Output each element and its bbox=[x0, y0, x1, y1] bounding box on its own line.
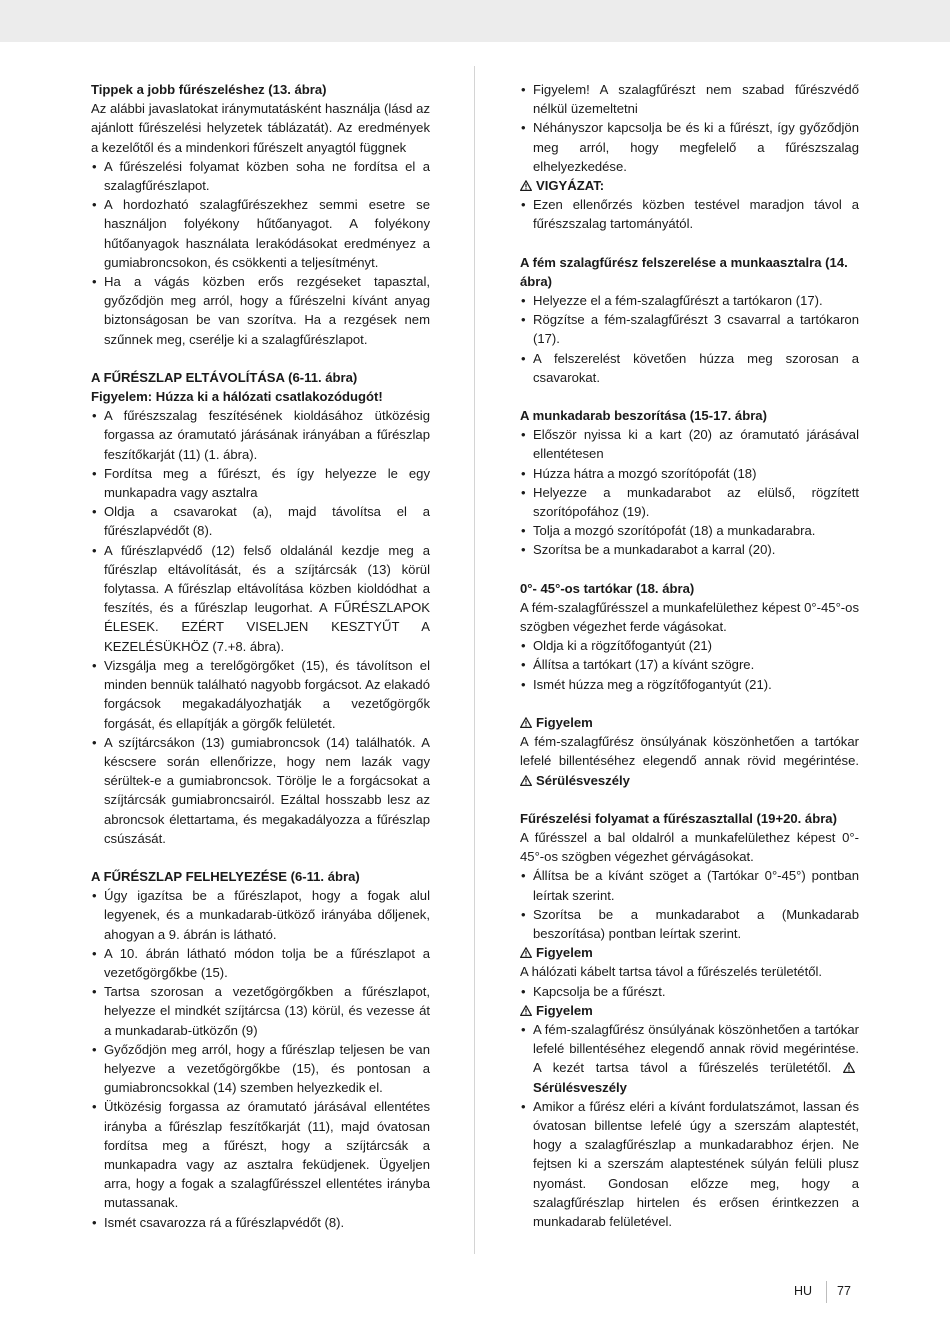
list-item: • Úgy igazítsa be a fűrészlapot, hogy a fogak alul legyenek, és a munkadarab-ütköző irányába dőljenek, ahogyan a 9. ábrán is látható. bbox=[91, 886, 430, 944]
list-item: • Helyezze a munkadarabot az elülső, rögzített szorítópofához (19). bbox=[520, 483, 859, 521]
list-item-text: A fém-szalagfűrész önsúlyának köszönhetően a tartókar lefelé billentéséhez elegendő annak rövid megérintése. A kezét tartsa távol a fűrészelés területétől. bbox=[533, 1021, 859, 1076]
list-item: • Ismét csavarozza rá a fűrészlapvédőt (8). bbox=[91, 1213, 430, 1232]
warning-triangle-icon bbox=[520, 717, 532, 728]
list-item: • Rögzítse a fém-szalagfűrészt 3 csavarral a tartókaron (17). bbox=[520, 310, 859, 348]
warning-label: Figyelem bbox=[536, 1002, 593, 1018]
injury-warning-label: Sérülésveszély bbox=[533, 1079, 627, 1095]
list-item: • Állítsa be a kívánt szöget a (Tartókar 0°-45°) pontban leírtak szerint. bbox=[520, 866, 859, 904]
section-support-arm bbox=[520, 579, 859, 694]
section-tips bbox=[91, 80, 430, 349]
language-code: HU bbox=[794, 1284, 813, 1298]
injury-warning bbox=[520, 773, 630, 788]
section-paragraph: A hálózati kábelt tartsa távol a fűrészelés területétől. bbox=[520, 964, 823, 980]
bullet-list bbox=[520, 866, 859, 943]
section-blade-installation bbox=[91, 867, 430, 1232]
bullet-list bbox=[91, 157, 430, 349]
warning-label: Figyelem bbox=[536, 714, 593, 730]
list-item: • Fordítsa meg a fűrészt, és így helyezze le egy munkapadra vagy asztalra bbox=[91, 464, 430, 502]
list-item: • Szorítsa be a munkadarabot a (Munkadarab beszorítása) pontban leírtak szerint. bbox=[520, 905, 859, 943]
section-clamping bbox=[520, 406, 859, 560]
warning-label: Figyelem bbox=[536, 945, 593, 961]
warning-triangle-icon bbox=[520, 775, 532, 786]
page-number: 77 bbox=[837, 1284, 851, 1298]
section-paragraph: A fűrésszel a bal oldalról a munkafelülethez képest 0°- 45°-os szögben végezhet gérvágásokat. bbox=[520, 829, 859, 865]
list-item: • Tolja a mozgó szorítópofát (18) a munkadarabra. bbox=[520, 521, 859, 540]
list-item: • A fűrészszalag feszítésének kioldásához ütközésig forgassa az óramutató járásának irányában a fűrészlap feszítőkarját (11) (1. ábra). bbox=[91, 406, 430, 464]
warning-triangle-icon bbox=[843, 1062, 855, 1073]
list-item: • Figyelem! A szalagfűrészt nem szabad fűrészvédő nélkül üzemeltetni bbox=[520, 80, 859, 118]
list-item: • Ezen ellenőrzés közben testével maradjon távol a fűrészszalag tartományától. bbox=[520, 195, 859, 233]
warning-heading bbox=[520, 1001, 859, 1020]
list-item bbox=[520, 1020, 859, 1097]
list-item: • Oldja a csavarokat (a), majd távolítsa el a fűrészlapvédőt (8). bbox=[91, 502, 430, 540]
section-subheading: Figyelem: Húzza ki a hálózati csatlakozódugót! bbox=[91, 389, 383, 405]
top-gray-bar bbox=[0, 0, 950, 42]
list-item: • Először nyissa ki a kart (20) az óramutató járásával ellentétesen bbox=[520, 425, 859, 463]
list-item: • Húzza hátra a mozgó szorítópofát (18) bbox=[520, 464, 859, 483]
section-blade-removal bbox=[91, 368, 430, 848]
section-paragraph bbox=[520, 732, 859, 790]
section-guard-check bbox=[520, 80, 859, 234]
list-item: • Néhányszor kapcsolja be és ki a fűrészt, így győződjön meg arról, hogy megfelelő a fűrészszalag elhelyezkedése. bbox=[520, 118, 859, 176]
list-item: • Ha a vágás közben erős rezgéseket tapasztal, győződjön meg arról, hogy a fűrészelni kívánt anyag biztonságosan be van szorítva. Ha a rezgések nem szűnnek meg, cserélje ki a szalagfűrészlapot. bbox=[91, 272, 430, 349]
left-column bbox=[91, 80, 430, 1232]
list-item: • Amikor a fűrész eléri a kívánt fordulatszámot, lassan és óvatosan billentse lefelé úgy a szerszám alaptestét, hogy a szalagfűrészlap a munkadarabhoz érjen. Ne fejtsen ki a szerszám alaptestének súlyán felüli plusz nyomást. Gondosan előzze meg, hogy a szalagfűrészlap hirtelen és erősen érintkezzen a munkadarab felületével. bbox=[520, 1097, 859, 1231]
paragraph-text: A fém-szalagfűrész önsúlyának köszönhetően a tartókar lefelé billentéséhez elegendő annak rövid megérintése. bbox=[520, 734, 859, 769]
bullet-list bbox=[520, 982, 859, 1001]
section-sawing-process bbox=[520, 809, 859, 1231]
section-paragraph: A fém-szalagfűrésszel a munkafelülethez képest 0°-45°-os szögben végezhet ferde vágásokat. bbox=[520, 599, 859, 635]
bullet-list bbox=[520, 80, 859, 176]
list-item: • A felszerelést követően húzza meg szorosan a csavarokat. bbox=[520, 349, 859, 387]
list-item: • A fűrészlapvédő (12) felső oldalánál kezdje meg a fűrészlap eltávolítását, és a szíjtárcsák (13) körül folytassa. A fűrészlap eltávolítása közben kioldódhat a feszítés, és a fűrészlap leugorhat. A FŰRÉSZLAPOK ÉLESEK. EZÉRT VISELJEN KESZTYŰT A KEZELÉSÜKHÖZ (7.+8. ábra). bbox=[91, 541, 430, 656]
list-item: • A fűrészelési folyamat közben soha ne fordítsa el a szalagfűrészlapot. bbox=[91, 157, 430, 195]
bullet-list bbox=[91, 886, 430, 1232]
bullet-list bbox=[520, 291, 859, 387]
section-heading: Fűrészelési folyamat a fűrészasztallal (19+20. ábra) bbox=[520, 810, 837, 826]
right-column bbox=[520, 80, 859, 1231]
warning-label: VIGYÁZAT: bbox=[536, 178, 605, 194]
list-item: • Állítsa a tartókart (17) a kívánt szögre. bbox=[520, 655, 859, 674]
bullet-list bbox=[520, 1020, 859, 1231]
list-item: • Helyezze el a fém-szalagfűrészt a tartókaron (17). bbox=[520, 291, 859, 310]
column-divider bbox=[474, 66, 475, 1254]
bullet-list bbox=[520, 195, 859, 233]
section-attention bbox=[520, 713, 859, 790]
list-item: • Oldja ki a rögzítőfogantyút (21) bbox=[520, 636, 859, 655]
footer-divider bbox=[826, 1281, 827, 1303]
list-item: • Ütközésig forgassa az óramutató járásával ellentétes irányba a fűrészlap feszítőkarját (11), majd óvatosan fordítsa meg a fűrészt, hogy a szíjtárcsák a munkapadra vagy az asztalra feküdjenek. Ügyeljen arra, hogy a fogak a szalagfűrésszel ellentétes irányba mutassanak. bbox=[91, 1097, 430, 1212]
list-item: • Tartsa szorosan a vezetőgörgőkben a fűrészlapot, helyezze el mindkét szíjtárcsa (13) körül, és vezesse át a munkadarab-ütközőn (9) bbox=[91, 982, 430, 1040]
list-item: • Kapcsolja be a fűrészt. bbox=[520, 982, 859, 1001]
section-heading: A FŰRÉSZLAP ELTÁVOLÍTÁSA (6-11. ábra) bbox=[91, 369, 358, 385]
section-heading: 0°- 45°-os tartókar (18. ábra) bbox=[520, 580, 695, 596]
section-heading: A FŰRÉSZLAP FELHELYEZÉSE (6-11. ábra) bbox=[91, 868, 360, 884]
injury-warning-label: Sérülésveszély bbox=[536, 772, 630, 788]
warning-triangle-icon bbox=[520, 1005, 532, 1016]
list-item: • A szíjtárcsákon (13) gumiabroncsok (14) találhatók. A késcsere során ellenőrizze, hogy nem lazák vagy sérültek-e a gumiabroncsok. Törölje le a forgácsokat a szíjtárcsák gumiabroncsairól. Ezáltal hosszabb lesz az abroncsok élettartama, és megakadályozza a fűrészlap csúszását. bbox=[91, 733, 430, 848]
section-heading: Tippek a jobb fűrészeléshez (13. ábra) bbox=[91, 82, 327, 97]
warning-heading bbox=[520, 713, 859, 732]
warning-heading bbox=[520, 176, 859, 195]
bullet-list bbox=[520, 425, 859, 559]
bullet-list bbox=[520, 636, 859, 694]
section-heading: A munkadarab beszorítása (15-17. ábra) bbox=[520, 408, 767, 424]
list-item: • A hordozható szalagfűrészekhez semmi esetre se használjon folyékony hűtőanyagot. A folyékony hűtőanyagok használata lerakódásokat eredményez a gumiabroncsokon, és csökkenti a teljesítményt. bbox=[91, 195, 430, 272]
list-item: • A 10. ábrán látható módon tolja be a fűrészlapot a vezetőgörgőkbe (15). bbox=[91, 944, 430, 982]
warning-triangle-icon bbox=[520, 180, 532, 191]
section-mounting bbox=[520, 253, 859, 387]
warning-triangle-icon bbox=[520, 947, 532, 958]
page-footer bbox=[0, 1284, 950, 1304]
bullet-list bbox=[91, 406, 430, 848]
list-item: • Vizsgálja meg a terelőgörgőket (15), és távolítson el minden bennük található nagyobb forgácsot. Az elakadó forgácsok megakadályozhatják a vezetőgörgők forgását, és ellapítják a görgők felületét. bbox=[91, 656, 430, 733]
section-paragraph: Az alábbi javaslatokat iránymutatásként használja (lásd az ajánlott fűrészelési helyzetek táblázatát). Az eredmények a kezelőtől és a mindenkori fűrészelt anyagtól függnek bbox=[91, 101, 430, 155]
list-item: • Győződjön meg arról, hogy a fűrészlap teljesen be van helyezve a vezetőgörgőkbe (15), és pontosan a gumiabroncsokkal (14) szemben helyezkedik el. bbox=[91, 1040, 430, 1098]
list-item: • Szorítsa be a munkadarabot a karral (20). bbox=[520, 540, 859, 559]
section-heading: A fém szalagfűrész felszerelése a munkaasztalra (14. ábra) bbox=[520, 254, 848, 289]
list-item: • Ismét húzza meg a rögzítőfogantyút (21). bbox=[520, 675, 859, 694]
warning-heading bbox=[520, 943, 859, 962]
